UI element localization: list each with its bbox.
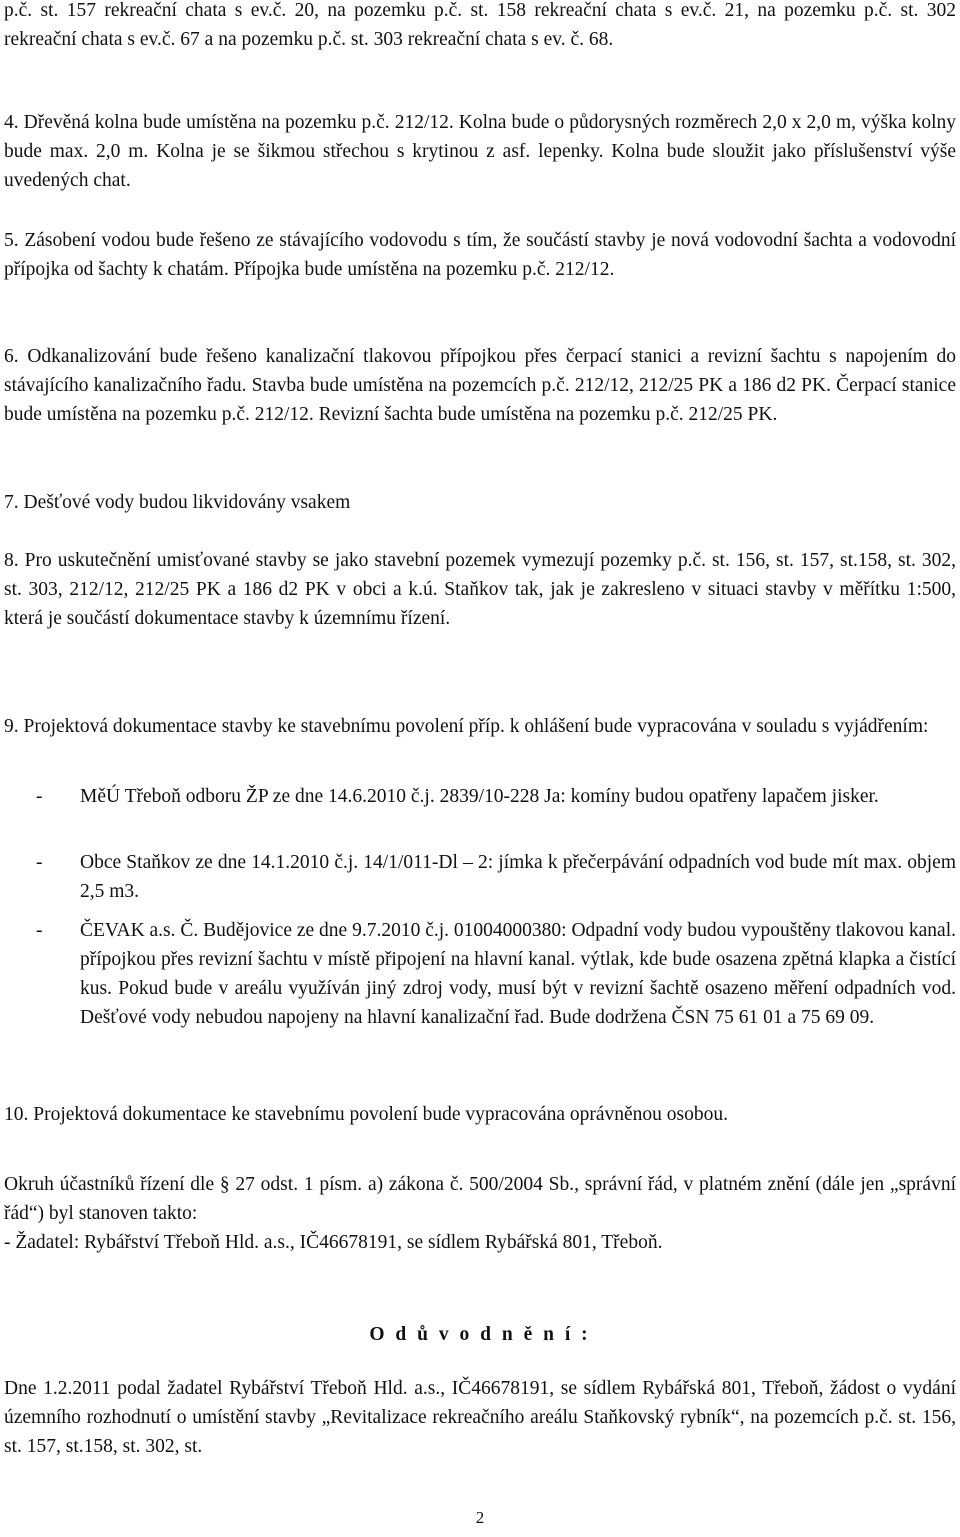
paragraph-10-opravnena-osoba: 10. Projektová dokumentace ke stavebnímu povolení bude vypracována oprávněnou osobou. <box>4 1104 729 1125</box>
list-item-text: Obce Staňkov ze dne 14.1.2010 č.j. 14/1/011-Dl – 2: jímka k přečerpávání odpadních vod bude mít max. objem 2,5 m3. <box>80 852 956 902</box>
page-number: 2 <box>475 1508 485 1527</box>
list-dash: - <box>36 920 43 941</box>
list-item-text: MěÚ Třeboň odboru ŽP ze dne 14.6.2010 č.j. 2839/10-228 Ja: komíny budou opatřeny lapačem jisker. <box>80 786 879 807</box>
paragraph-8-pozemky: 8. Pro uskutečnění umisťované stavby se jako stavební pozemek vymezují pozemky p.č. st. 156, st. 157, st.158, st. 302, st. 303, 212/12, 212/25 PK a 186 d2 PK v obci a k.ú. Staňkov tak, jak je zakresleno v situaci stavby v měřítku 1:500, která je součástí dokumentace stavby k územnímu řízení. <box>4 550 956 629</box>
paragraph-5-zasobeni-vodou: 5. Zásobení vodou bude řešeno ze stávajícího vodovodu s tím, že součástí stavby je nová vodovodní šachta a vodovodní přípojka od šachty k chatám. Přípojka bude umístěna na pozemku p.č. 212/12. <box>4 230 956 280</box>
section-heading-oduvodneni: O d ů v o d n ě n í : <box>369 1324 591 1345</box>
paragraph-9-projektova-dokumentace: 9. Projektová dokumentace stavby ke stavebnímu povolení příp. k ohlášení bude vypracována v souladu s vyjádřením: <box>4 716 929 737</box>
list-dash: - <box>36 852 43 873</box>
list-item-text: ČEVAK a.s. Č. Budějovice ze dne 9.7.2010 č.j. 01004000380: Odpadní vody budou vypouštěny tlakovou kanal. přípojkou přes revizní šachtu v místě připojení na hlavní kanal. výtlak, kde bude osazena zpětná klapka a čistící kus. Pokud bude v areálu využíván jiný zdroj vody, musí být v revizní šachtě osazeno měření odpadních vod. Dešťové vody nebudou napojeny na hlavní kanalizační řad. Bude dodržena ČSN 75 61 01 a 75 69 09. <box>80 920 956 1028</box>
paragraph-zadatel: - Žadatel: Rybářství Třeboň Hld. a.s., IČ46678191, se sídlem Rybářská 801, Třeboň. <box>4 1232 663 1253</box>
paragraph-intro: p.č. st. 157 rekreační chata s ev.č. 20, na pozemku p.č. st. 158 rekreační chata s ev.č. 21, na pozemku p.č. st. 302 rekreační chata s ev.č. 67 a na pozemku p.č. st. 303 rekreační chata s ev. č. 68. <box>4 0 956 50</box>
paragraph-7-destove-vody: 7. Dešťové vody budou likvidovány vsakem <box>4 492 351 513</box>
paragraph-6-odkanalizovani: 6. Odkanalizování bude řešeno kanalizační tlakovou přípojkou přes čerpací stanici a revizní šachtu s napojením do stávajícího kanalizačního řadu. Stavba bude umístěna na pozemcích p.č. 212/12, 212/25 PK a 186 d2 PK. Čerpací stanice bude umístěna na pozemku p.č. 212/12. Revizní šachta bude umístěna na pozemku p.č. 212/25 PK. <box>4 346 956 425</box>
paragraph-4-kolna: 4. Dřevěná kolna bude umístěna na pozemku p.č. 212/12. Kolna bude o půdorysných rozměrech 2,0 x 2,0 m, výška kolny bude max. 2,0 m. Kolna je se šikmou střechou s krytinou z asf. lepenky. Kolna bude sloužit jako příslušenství výše uvedených chat. <box>4 112 956 191</box>
paragraph-okruh-ucastniku: Okruh účastníků řízení dle § 27 odst. 1 písm. a) zákona č. 500/2004 Sb., správní řád, v platném znění (dále jen „správní řád“) byl stanoven takto: <box>4 1174 956 1224</box>
list-dash: - <box>36 786 43 807</box>
paragraph-dne-zadost: Dne 1.2.2011 podal žadatel Rybářství Třeboň Hld. a.s., IČ46678191, se sídlem Rybářská 801, Třeboň, žádost o vydání územního rozhodnutí o umístění stavby „Revitalizace rekreačního areálu Staňkovský rybník“, na pozemcích p.č. st. 156, st. 157, st.158, st. 302, st. <box>4 1378 956 1457</box>
